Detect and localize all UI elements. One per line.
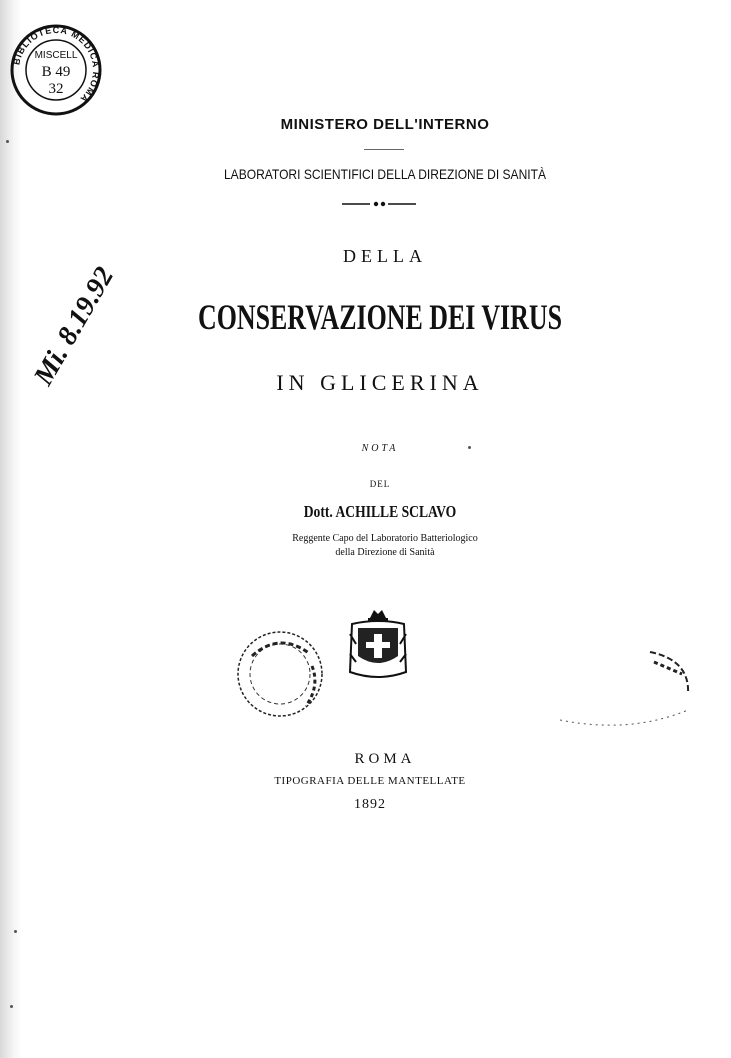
per-label: DEL [369, 479, 391, 489]
author-role [0, 532, 731, 560]
divider-rule [364, 149, 404, 150]
imprint-city: ROMA [354, 751, 416, 767]
ink-speck [10, 1005, 13, 1008]
handwritten-note: Mi. 8.19.92 [28, 261, 121, 391]
library-stamp-icon [8, 22, 104, 118]
ink-speck [14, 930, 17, 933]
author-role-line1: Reggente Capo del Laboratorio Batteriologico [292, 533, 478, 544]
main-title: CONSERVAZIONE DEI VIRUS [197, 297, 562, 337]
imprint-printer: TIPOGRAFIA DELLE MANTELLATE [274, 775, 466, 787]
imprint-year: 1892 [354, 797, 386, 812]
title-prefix: DELLA [343, 246, 427, 266]
shelf-mark-line3: 32 [48, 81, 64, 97]
author-role-line2: della Direzione di Sanità [335, 547, 435, 558]
ornament-divider-icon [340, 198, 418, 210]
laboratories-heading: LABORATORI SCIENTIFICI DELLA DIREZIONE DI SANITÀ [223, 166, 547, 182]
library-stamp-icon [230, 626, 330, 722]
author-name: Dott. ACHILLE SCLAVO [303, 502, 457, 521]
subtitle: IN GLICERINA [276, 370, 484, 395]
stamp-ring-text: BIBLIOTECA MEDICA ROMA [11, 24, 102, 105]
ink-speck [6, 140, 9, 143]
shelf-mark-line1: MISCELL [34, 50, 78, 61]
ministry-heading: MINISTERO DELL'INTERNO [280, 116, 490, 133]
page-edge-shadow [0, 0, 22, 1058]
library-stamp-icon [560, 634, 700, 730]
coat-of-arms-icon [346, 604, 410, 684]
nota-label: NOTA [361, 443, 399, 454]
shelf-mark-line2: B 49 [41, 64, 71, 80]
